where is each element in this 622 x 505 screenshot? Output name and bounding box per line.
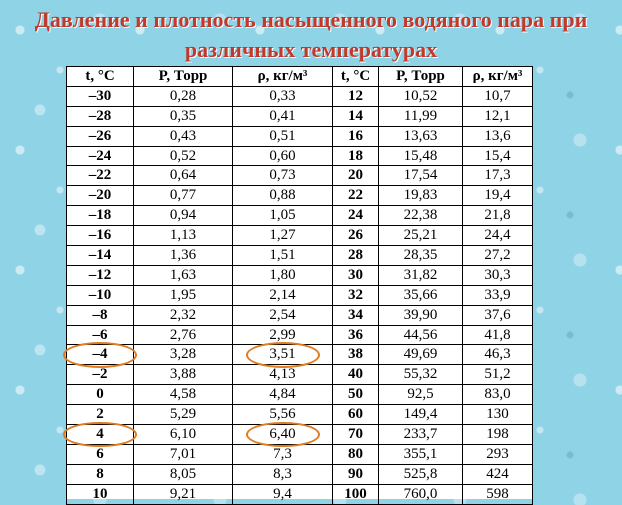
cell-pressure: 4,58 bbox=[134, 385, 233, 405]
cell-temp: 30 bbox=[333, 265, 379, 285]
cell-pressure: 31,82 bbox=[379, 265, 463, 285]
cell-temp: 22 bbox=[333, 186, 379, 206]
cell-temp: 24 bbox=[333, 206, 379, 226]
vapor-pressure-table bbox=[66, 66, 533, 505]
cell-temp: –12 bbox=[67, 265, 134, 285]
cell-pressure: 17,54 bbox=[379, 166, 463, 186]
cell-temp: –4 bbox=[67, 345, 134, 365]
cell-density: 33,9 bbox=[463, 285, 533, 305]
cell-pressure: 25,21 bbox=[379, 226, 463, 246]
cell-temp: 36 bbox=[333, 325, 379, 345]
cell-density: 9,4 bbox=[233, 484, 333, 504]
cell-density: 130 bbox=[463, 405, 533, 425]
cell-pressure: 355,1 bbox=[379, 444, 463, 464]
cell-density: 2,99 bbox=[233, 325, 333, 345]
cell-density: 0,41 bbox=[233, 106, 333, 126]
table-row bbox=[67, 106, 533, 126]
cell-density: 15,4 bbox=[463, 146, 533, 166]
cell-density: 198 bbox=[463, 425, 533, 445]
cell-pressure: 1,95 bbox=[134, 285, 233, 305]
cell-density: 6,40 bbox=[233, 425, 333, 445]
cell-density: 2,54 bbox=[233, 305, 333, 325]
cell-temp: –22 bbox=[67, 166, 134, 186]
cell-temp: –14 bbox=[67, 246, 134, 266]
vapor-table-container bbox=[66, 66, 532, 502]
cell-temp: 4 bbox=[67, 425, 134, 445]
cell-density: 8,3 bbox=[233, 464, 333, 484]
cell-temp: 16 bbox=[333, 126, 379, 146]
cell-pressure: 2,32 bbox=[134, 305, 233, 325]
title-line-2: различных температурах bbox=[184, 37, 438, 62]
table-row bbox=[67, 186, 533, 206]
cell-temp: 38 bbox=[333, 345, 379, 365]
cell-density: 424 bbox=[463, 464, 533, 484]
cell-density: 46,3 bbox=[463, 345, 533, 365]
cell-density: 24,4 bbox=[463, 226, 533, 246]
cell-pressure: 1,63 bbox=[134, 265, 233, 285]
table-row bbox=[67, 226, 533, 246]
header-temp-2: t, °C bbox=[333, 67, 379, 87]
cell-temp: –6 bbox=[67, 325, 134, 345]
table-row bbox=[67, 146, 533, 166]
cell-density: 27,2 bbox=[463, 246, 533, 266]
table-row bbox=[67, 126, 533, 146]
cell-pressure: 10,52 bbox=[379, 86, 463, 106]
cell-pressure: 6,10 bbox=[134, 425, 233, 445]
cell-pressure: 0,64 bbox=[134, 166, 233, 186]
cell-density: 0,88 bbox=[233, 186, 333, 206]
header-temp-1: t, °C bbox=[67, 67, 134, 87]
header-density-2: ρ, кг/м³ bbox=[463, 67, 533, 87]
cell-density: 1,80 bbox=[233, 265, 333, 285]
cell-pressure: 525,8 bbox=[379, 464, 463, 484]
table-row bbox=[67, 484, 533, 504]
table-row bbox=[67, 305, 533, 325]
cell-pressure: 2,76 bbox=[134, 325, 233, 345]
cell-pressure: 11,99 bbox=[379, 106, 463, 126]
table-row bbox=[67, 86, 533, 106]
table-row bbox=[67, 206, 533, 226]
cell-pressure: 0,52 bbox=[134, 146, 233, 166]
cell-temp: 60 bbox=[333, 405, 379, 425]
cell-density: 293 bbox=[463, 444, 533, 464]
cell-temp: 28 bbox=[333, 246, 379, 266]
cell-temp: 26 bbox=[333, 226, 379, 246]
cell-pressure: 44,56 bbox=[379, 325, 463, 345]
cell-temp: –30 bbox=[67, 86, 134, 106]
header-pressure-2: P, Торр bbox=[379, 67, 463, 87]
table-row bbox=[67, 345, 533, 365]
cell-temp: –8 bbox=[67, 305, 134, 325]
cell-pressure: 19,83 bbox=[379, 186, 463, 206]
cell-pressure: 1,13 bbox=[134, 226, 233, 246]
cell-temp: –24 bbox=[67, 146, 134, 166]
cell-temp: –18 bbox=[67, 206, 134, 226]
cell-pressure: 7,01 bbox=[134, 444, 233, 464]
cell-temp: –20 bbox=[67, 186, 134, 206]
cell-temp: 10 bbox=[67, 484, 134, 504]
table-row bbox=[67, 365, 533, 385]
table-row bbox=[67, 425, 533, 445]
table-row bbox=[67, 405, 533, 425]
cell-pressure: 28,35 bbox=[379, 246, 463, 266]
cell-pressure: 8,05 bbox=[134, 464, 233, 484]
cell-pressure: 760,0 bbox=[379, 484, 463, 504]
table-row bbox=[67, 285, 533, 305]
cell-temp: –10 bbox=[67, 285, 134, 305]
cell-density: 1,27 bbox=[233, 226, 333, 246]
cell-pressure: 3,28 bbox=[134, 345, 233, 365]
cell-temp: 2 bbox=[67, 405, 134, 425]
cell-density: 7,3 bbox=[233, 444, 333, 464]
cell-temp: 6 bbox=[67, 444, 134, 464]
cell-density: 0,51 bbox=[233, 126, 333, 146]
table-row bbox=[67, 246, 533, 266]
cell-density: 17,3 bbox=[463, 166, 533, 186]
cell-density: 19,4 bbox=[463, 186, 533, 206]
header-density-1: ρ, кг/м³ bbox=[233, 67, 333, 87]
cell-pressure: 0,35 bbox=[134, 106, 233, 126]
table-row bbox=[67, 265, 533, 285]
cell-density: 0,33 bbox=[233, 86, 333, 106]
cell-temp: 8 bbox=[67, 464, 134, 484]
cell-temp: –2 bbox=[67, 365, 134, 385]
cell-pressure: 92,5 bbox=[379, 385, 463, 405]
cell-density: 37,6 bbox=[463, 305, 533, 325]
cell-pressure: 0,28 bbox=[134, 86, 233, 106]
table-row bbox=[67, 325, 533, 345]
cell-density: 51,2 bbox=[463, 365, 533, 385]
cell-pressure: 22,38 bbox=[379, 206, 463, 226]
cell-density: 1,51 bbox=[233, 246, 333, 266]
cell-pressure: 149,4 bbox=[379, 405, 463, 425]
cell-pressure: 0,94 bbox=[134, 206, 233, 226]
table-row bbox=[67, 444, 533, 464]
table-header-row bbox=[67, 67, 533, 87]
cell-pressure: 13,63 bbox=[379, 126, 463, 146]
cell-density: 10,7 bbox=[463, 86, 533, 106]
table-row bbox=[67, 464, 533, 484]
cell-density: 0,60 bbox=[233, 146, 333, 166]
cell-pressure: 9,21 bbox=[134, 484, 233, 504]
cell-density: 4,84 bbox=[233, 385, 333, 405]
cell-density: 12,1 bbox=[463, 106, 533, 126]
cell-temp: 90 bbox=[333, 464, 379, 484]
cell-pressure: 49,69 bbox=[379, 345, 463, 365]
cell-temp: 32 bbox=[333, 285, 379, 305]
cell-density: 13,6 bbox=[463, 126, 533, 146]
cell-density: 2,14 bbox=[233, 285, 333, 305]
table-row bbox=[67, 385, 533, 405]
cell-temp: 100 bbox=[333, 484, 379, 504]
cell-density: 4,13 bbox=[233, 365, 333, 385]
cell-density: 598 bbox=[463, 484, 533, 504]
cell-density: 41,8 bbox=[463, 325, 533, 345]
cell-density: 3,51 bbox=[233, 345, 333, 365]
cell-pressure: 3,88 bbox=[134, 365, 233, 385]
cell-pressure: 55,32 bbox=[379, 365, 463, 385]
cell-temp: –28 bbox=[67, 106, 134, 126]
cell-density: 1,05 bbox=[233, 206, 333, 226]
cell-temp: 12 bbox=[333, 86, 379, 106]
cell-temp: –26 bbox=[67, 126, 134, 146]
cell-density: 0,73 bbox=[233, 166, 333, 186]
cell-temp: 0 bbox=[67, 385, 134, 405]
cell-pressure: 39,90 bbox=[379, 305, 463, 325]
cell-density: 83,0 bbox=[463, 385, 533, 405]
header-pressure-1: P, Торр bbox=[134, 67, 233, 87]
cell-density: 30,3 bbox=[463, 265, 533, 285]
cell-pressure: 5,29 bbox=[134, 405, 233, 425]
table-row bbox=[67, 166, 533, 186]
cell-temp: –16 bbox=[67, 226, 134, 246]
cell-temp: 34 bbox=[333, 305, 379, 325]
cell-temp: 20 bbox=[333, 166, 379, 186]
title-line-1: Давление и плотность насыщенного водяного пара при bbox=[34, 7, 588, 32]
cell-pressure: 0,43 bbox=[134, 126, 233, 146]
cell-pressure: 0,77 bbox=[134, 186, 233, 206]
table-body bbox=[67, 86, 533, 504]
cell-pressure: 35,66 bbox=[379, 285, 463, 305]
cell-temp: 14 bbox=[333, 106, 379, 126]
cell-density: 21,8 bbox=[463, 206, 533, 226]
cell-temp: 80 bbox=[333, 444, 379, 464]
cell-pressure: 1,36 bbox=[134, 246, 233, 266]
cell-pressure: 15,48 bbox=[379, 146, 463, 166]
cell-density: 5,56 bbox=[233, 405, 333, 425]
cell-temp: 70 bbox=[333, 425, 379, 445]
cell-pressure: 233,7 bbox=[379, 425, 463, 445]
cell-temp: 18 bbox=[333, 146, 379, 166]
cell-temp: 50 bbox=[333, 385, 379, 405]
cell-temp: 40 bbox=[333, 365, 379, 385]
